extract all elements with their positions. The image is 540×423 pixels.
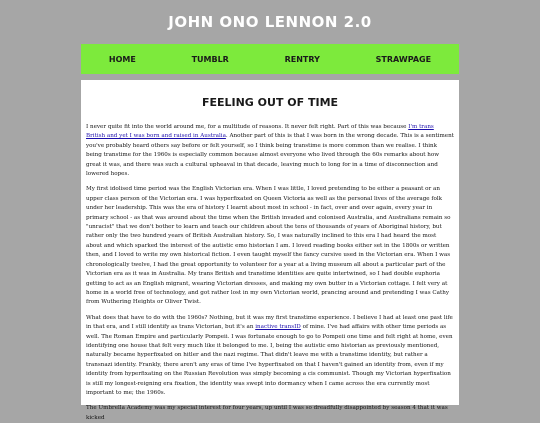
trans-british-link[interactable]: I'm trans British and yet I was born and raised in Australia bbox=[86, 124, 434, 140]
article-paragraph: My first idolised time period was the English Victorian era. When I was little, I loved pretending to be either a peasant or an upper class person of the Victorian era. I was hyperfixated on Queen Victoria as well as the personal lives of the average folk under her leadership. This was the era of history I learnt about most in school - in fact, over and over again, every year in primary school - as that was around about the time when the British invaded and colonised Australia, and Australians remain so "unracist" that we don't bother to learn and teach our children about the tens of thousands of years of Aboriginal history, but rather only the two hundred years of British Australian history. So, I was naturally inclined to this era I had heard the most about and which sparked the interest of the autistic emo historian I am. I loved reading books either set in the 1800s or written then, and I loved to write my own historical fiction. I even taught myself the fancy cursive used in the Victorian era. When I was chronologically twelve, I had the great opportunity to volunteer for a year at a living museum all about a particular part of the Victorian era as it was in Australia. My trans British and transtime identities are quite intertwined, so I had double euphoria getting to act as an English migrant, wearing Victorian dresses, and making my own butter in a Victorian cottage. I felt very at home in a world free of technology, and got rather lost in my own Victorian world, prancing around and pretending I was Cathy from Wuthering Heights or Oliver Twist. bbox=[86, 186, 451, 306]
article-title: FEELING OUT OF TIME bbox=[201, 96, 339, 109]
main-nav bbox=[81, 44, 459, 74]
paragraph-text: . Another part of this is that I was born in the wrong decade. This is a sentiment you've probably heard others say before or felt yourself, so I think being transtime is more common than we realise. I think being transtime for the 1960s is especially common because almost everyone who lived through the 60s remarks about how great it was, and there was such a cultural upheaval in that decade, leaving much to long for in a time of disconnection and lowered hopes. bbox=[86, 133, 454, 178]
site-title: JOHN ONO LENNON 2.0 bbox=[168, 13, 372, 31]
article-paragraph bbox=[86, 314, 454, 399]
nav-tumblr-link[interactable]: TUMBLR bbox=[191, 54, 229, 64]
paragraph-text: I never quite fit into the world around me, for a multitude of reasons. It never felt right. Part of this was because bbox=[86, 124, 409, 130]
nav-strawpage-link[interactable]: STRAWPAGE bbox=[375, 54, 432, 64]
article-content bbox=[81, 80, 459, 421]
nav-home-link[interactable]: HOME bbox=[108, 54, 136, 64]
inactive-transid-link[interactable]: inactive transID bbox=[255, 324, 301, 331]
article-paragraph: The Umbrella Academy was my special interest for four years, up until I was so dreadfully disappointed by season 4 that it was kicked bbox=[86, 405, 448, 421]
nav-rentry-link[interactable]: RENTRY bbox=[284, 54, 320, 64]
paragraph-text: What does that have to do with the 1960s? Nothing, but it was my first transtime experience. I believe I had at least one past life in that era, and I still identify as trans Victorian, but it's an bbox=[86, 314, 453, 331]
paragraph-text: of mine. I've had affairs with other time periods as well. The Roman Empire and particularly Pompeii. I was fortunate enough to go to Pompeii one time and felt right at home, even identifying one house that felt very much like it belonged to me. I, being the autistic emo historian as previously mentioned, naturally became hyperfixated on hitler and the nazi regime. That didn't leave me with a transtime identity, but rather a transnazi identity. Frankly, there aren't any eras of time I've hyperfixated on that I haven't gained an identity from, even if my identity from hyperfixating on the Russian Revolution was simply becoming a cis communist. Though my Victorian hyperfixation is still my longest-reigning era fixation, the identity was swept into dormancy when I came across the era currently most important to me; the 1960s. bbox=[86, 324, 453, 396]
article-paragraph bbox=[86, 123, 454, 179]
